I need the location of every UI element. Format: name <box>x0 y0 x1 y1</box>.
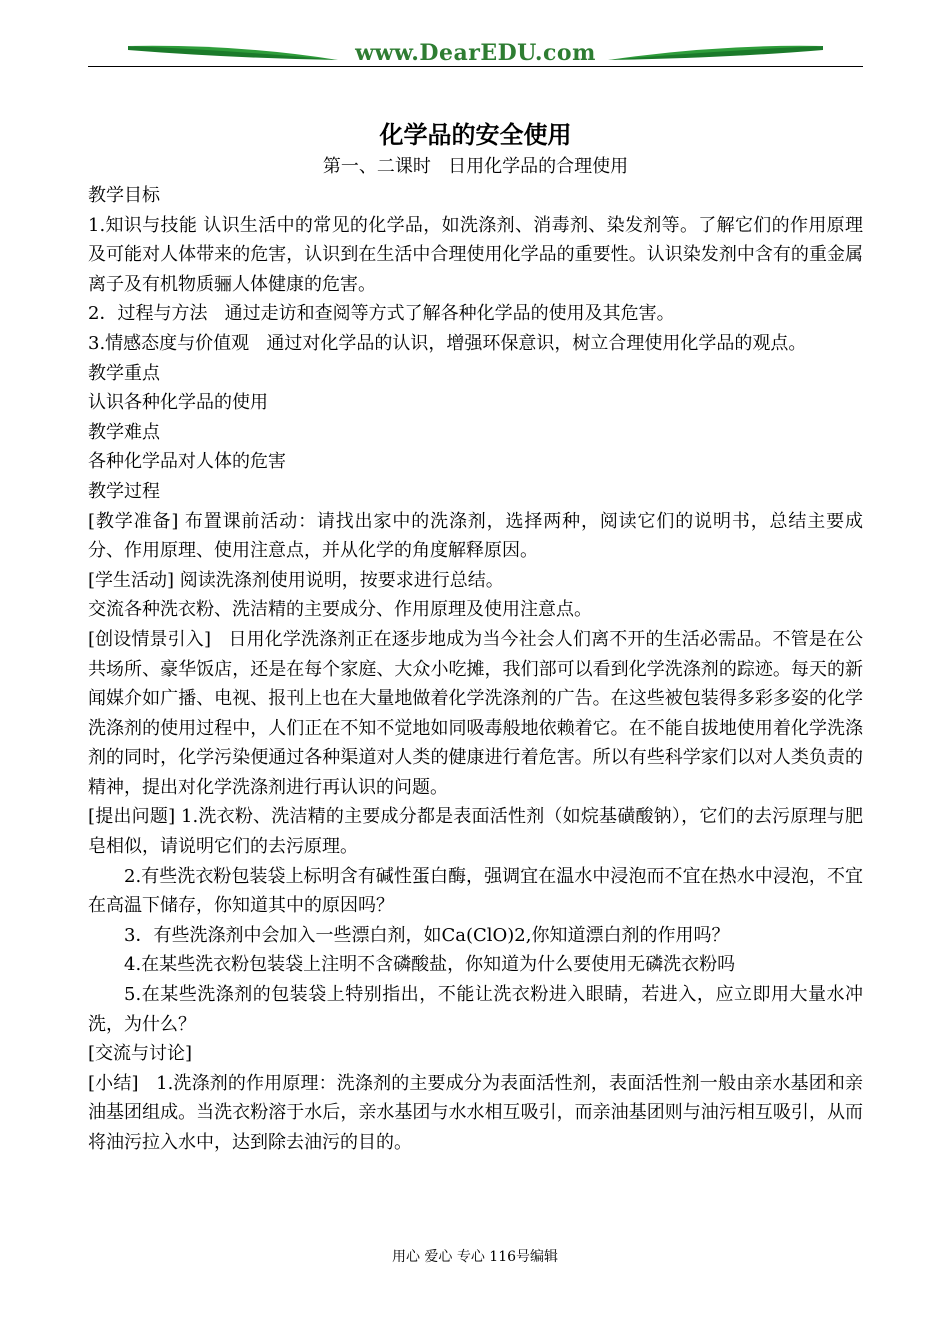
paragraph: 3．有些洗涤剂中会加入一些漂白剂，如Ca(ClO)2,你知道漂白剂的作用吗？ <box>124 924 730 946</box>
paragraph: 教学目标 <box>88 185 160 206</box>
paragraph: 2.有些洗衣粉包装袋上标明含有碱性蛋白酶，强调宜在温水中浸泡而不宜在热水中浸泡，不宜在高温下储存，你知道其中的原因吗？ <box>88 865 863 917</box>
paragraph: 认识各种化学品的使用 <box>88 392 268 414</box>
paragraph: [创设情景引入] 日用化学洗涤剂正在逐步地成为当今社会人们离不开的生活必需品。不管是在公共场所、豪华饭店，还是在每个家庭、大众小吃摊，我们部可以看到化学洗涤剂的踪迹。每天的新闻媒介如广播、电视、报刊上也在大量地做着化学洗涤剂的广告。在这些被包装得多彩多姿的化学洗涤剂的使用过程中，人们正在不知不觉地如同吸毒般地依赖着它。在不能自拔地使用着化学洗涤剂的同时，化学污染便通过各种渠道对人类的健康进行着危害。所以有些科学家们以对人类负责的精神，提出对化学洗涤剂进行再认识的问题。 <box>88 628 863 798</box>
paragraph: [交流与讨论] <box>88 1043 193 1065</box>
document-subtitle: 第一、二课时 日用化学品的合理使用 <box>322 156 629 177</box>
paragraph: [学生活动] 阅读洗涤剂使用说明，按要求进行总结。 <box>88 569 504 591</box>
paragraph: 教学重点 <box>88 362 160 384</box>
paragraph: 交流各种洗衣粉、洗洁精的主要成分、作用原理及使用注意点。 <box>88 599 592 621</box>
paragraph: 1.知识与技能 认识生活中的常见的化学品，如洗涤剂、消毒剂、染发剂等。了解它们的作用原理及可能对人体带来的危害，认识到在生活中合理使用化学品的重要性。认识染发剂中含有的重金属离子及有机物质骊人体健康的危害。 <box>88 214 863 295</box>
paragraph: 3.情感态度与价值观 通过对化学品的认识，增强环保意识，树立合理使用化学品的观点。 <box>88 332 807 354</box>
paragraph: [教学准备] 布置课前活动：请找出家中的洗涤剂，选择两种，阅读它们的说明书，总结主要成分、作用原理、使用注意点，并从化学的角度解释原因。 <box>88 510 863 562</box>
paragraph: [小结] 1.洗涤剂的作用原理：洗涤剂的主要成分为表面活性剂，表面活性剂一般由亲水基团和亲油基团组成。当洗衣粉溶于水后，亲水基团与水水相互吸引，而亲油基团则与油污相互吸引，从而将油污拉入水中，达到除去油污的目的。 <box>88 1072 863 1153</box>
paragraph: [提出问题] 1.洗衣粉、洗洁精的主要成分都是表面活性剂（如烷基磺酸钠），它们的去污原理与肥皂相似，请说明它们的去污原理。 <box>88 806 863 858</box>
paragraph: 5.在某些洗涤剂的包装袋上特别指出，不能让洗衣粉进入眼睛，若进入，应立即用大量水冲洗，为什么？ <box>88 984 863 1035</box>
paragraph: 教学难点 <box>88 421 160 443</box>
site-logo-text: www.DearEDU.com <box>355 40 596 66</box>
paragraph: 教学过程 <box>88 480 160 502</box>
paragraph: 各种化学品对人体的危害 <box>88 451 286 473</box>
paragraph: 2．过程与方法 通过走访和查阅等方式了解各种化学品的使用及其危害。 <box>88 303 675 325</box>
header-divider <box>88 66 863 67</box>
document-title: 化学品的安全使用 <box>379 121 572 149</box>
paragraph: 4.在某些洗衣粉包装袋上注明不含磷酸盐，你知道为什么要使用无磷洗衣粉吗 <box>124 954 736 976</box>
page-footer: 用心 爱心 专心 116号编辑 <box>391 1249 559 1265</box>
document-body <box>88 118 863 1158</box>
paragraph-list <box>88 181 863 1158</box>
site-header-banner <box>88 36 863 70</box>
